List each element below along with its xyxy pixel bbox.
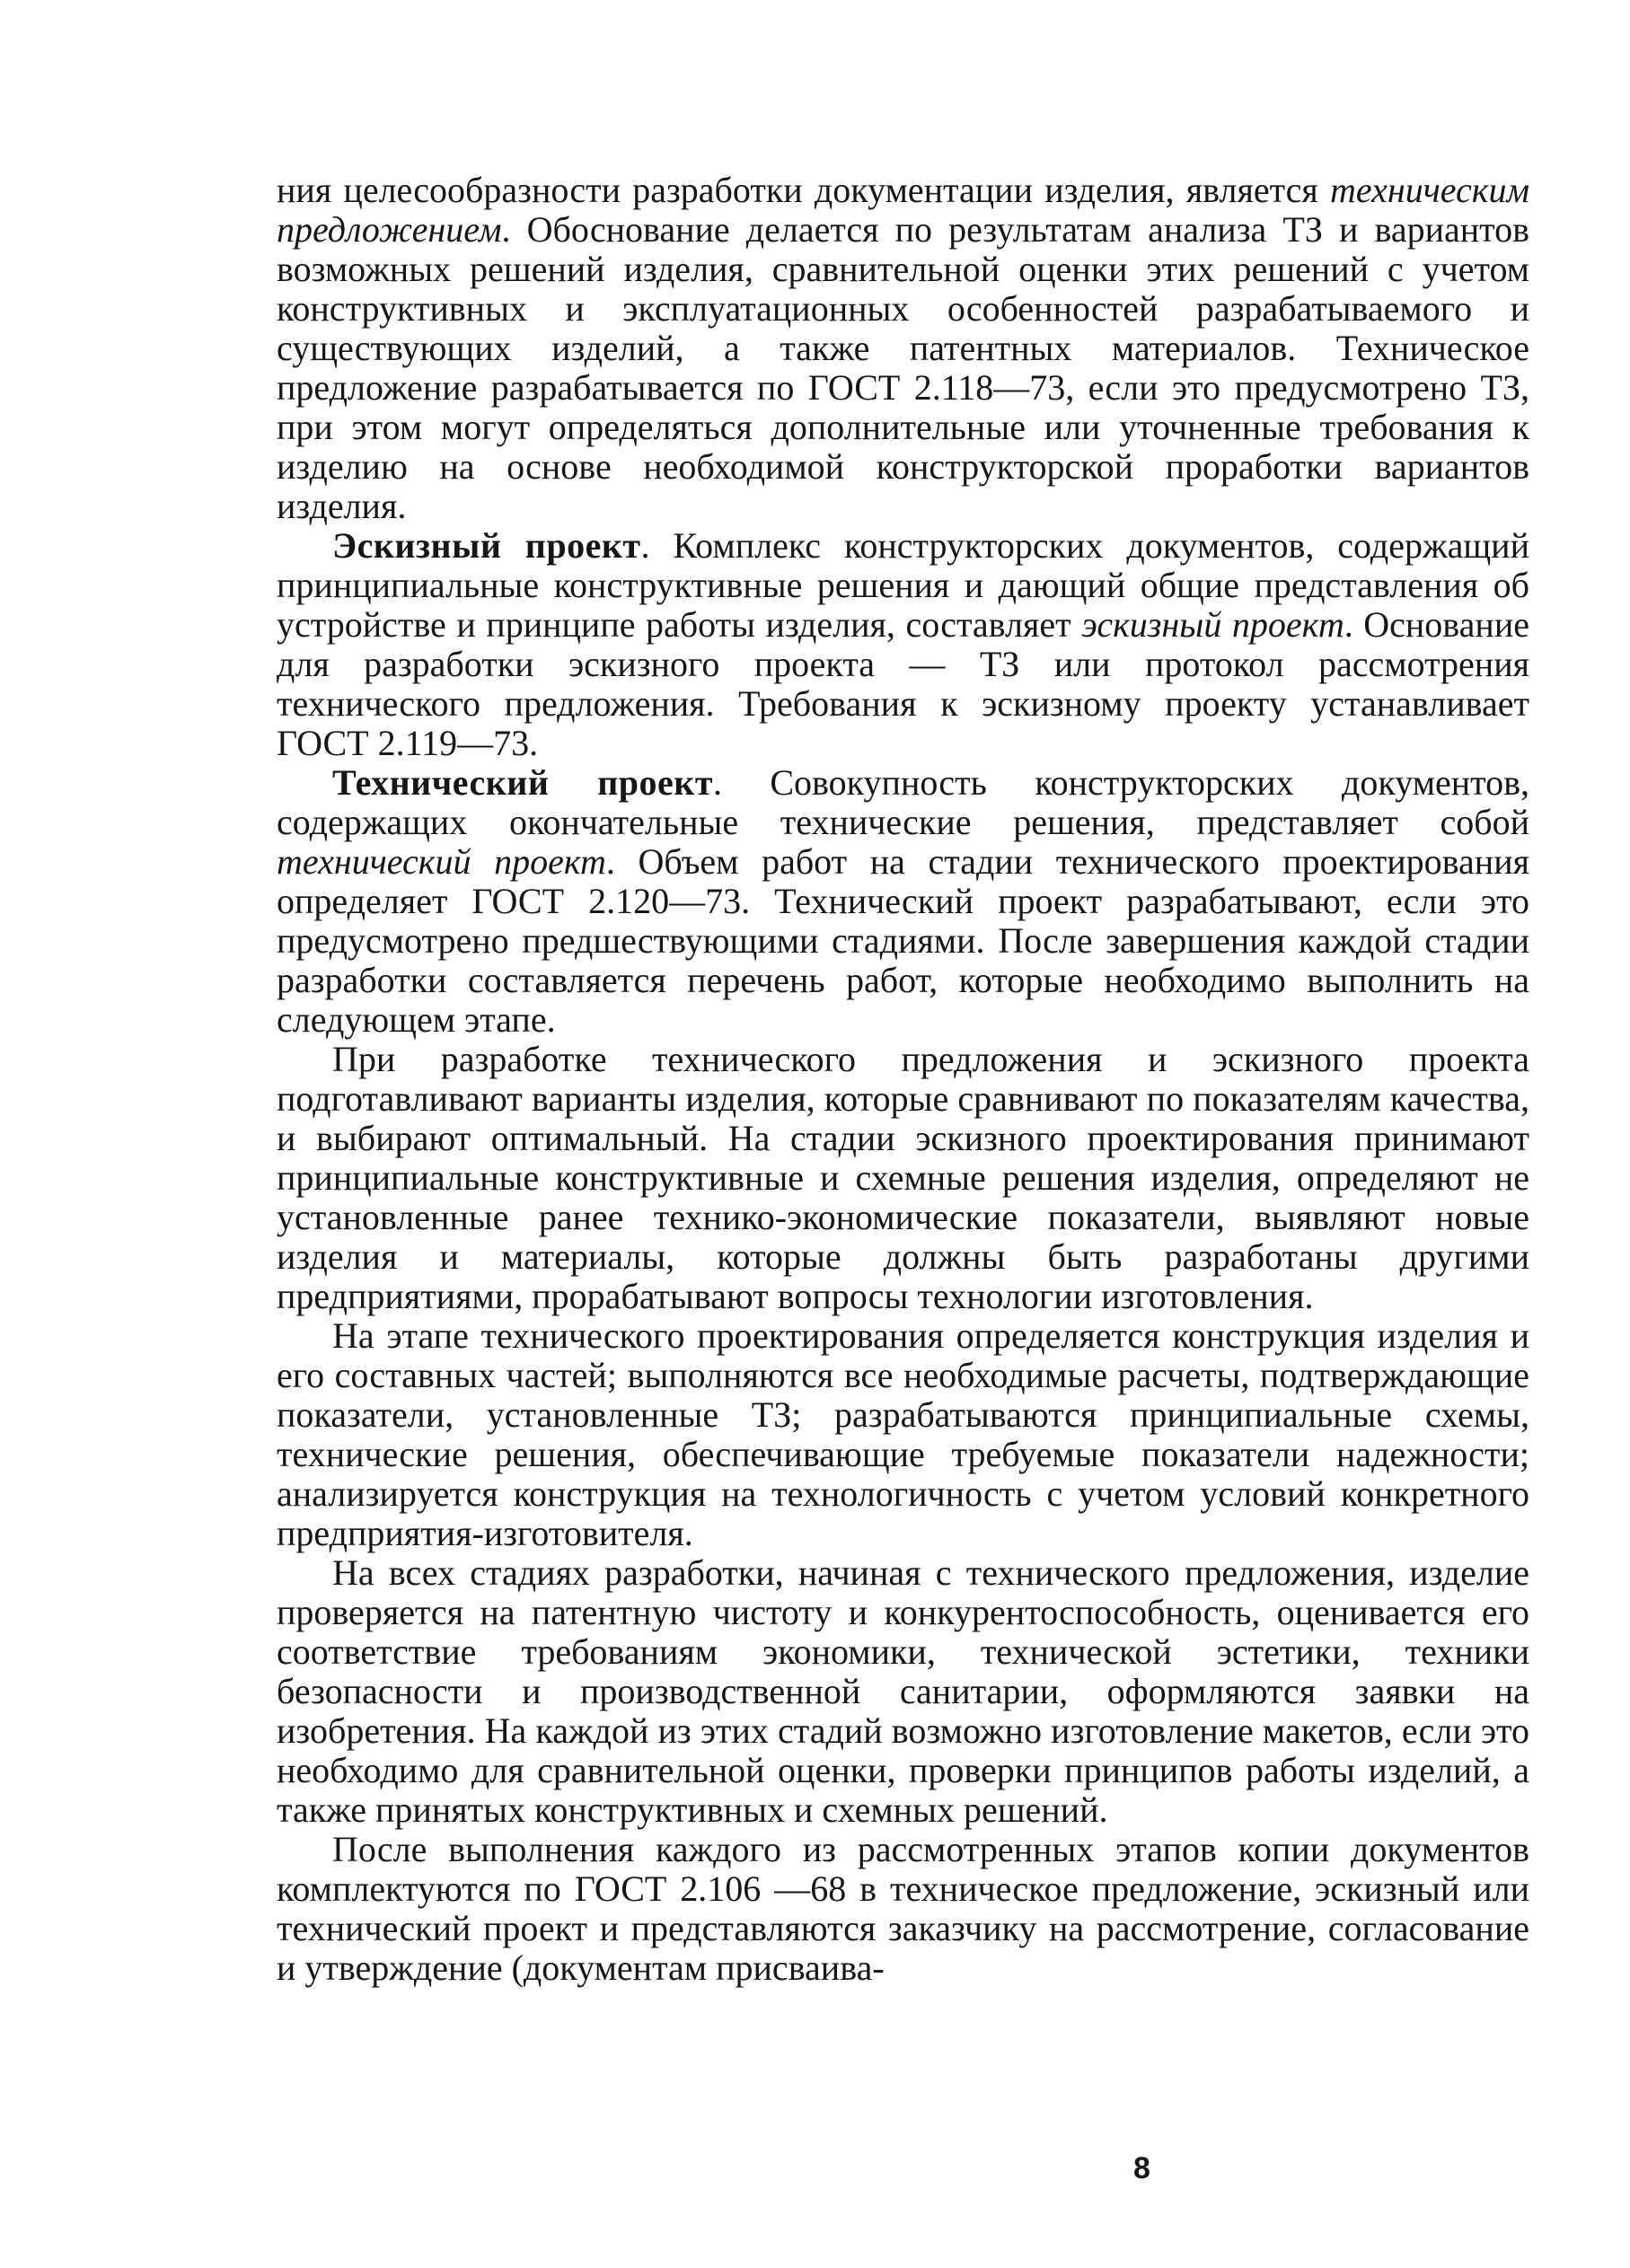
italic-term: техническим предложением [277, 170, 1529, 250]
text-segment: После выполнения каждого из рассмотренных этапов копии документов комплектуются по ГОСТ 2.106 —68 в техническое предложение, эскизный или технический проект и представляются заказчику на рассмотрение, согласование и утверждение (документам присваива- [277, 1829, 1529, 1988]
italic-term: технический проект [277, 841, 606, 882]
paragraph [277, 526, 1529, 763]
text-segment: . Комплекс конструкторских документов, содержащий принципиальные конструктивные решения и дающий общие представления об устройстве и принципе работы изделия, составляет [277, 525, 1529, 645]
paragraph [277, 1316, 1529, 1553]
text-segment: При разработке технического предложения и эскизного проекта подготавливают варианты изделия, которые сравнивают по показателям качества, и выбирают оптимальный. На стадии эскизного проектирования принимают принципиальные конструктивные и схемные решения изделия, определяют не установленные ранее технико-экономические показатели, выявляют новые изделия и материалы, которые должны быть разработаны другими предприятиями, прорабатывают вопросы технологии изготовления. [277, 1039, 1529, 1316]
italic-term: эскизный проект [1081, 604, 1344, 645]
paragraph [277, 763, 1529, 1040]
text-segment: ния целесообразности разработки документации изделия, является [277, 170, 1330, 210]
text-segment: . Основание для разработки эскизного проекта — ТЗ или протокол рассмотрения технического предложения. Требования к эскизному проекту устанавливает ГОСТ 2.119—73. [277, 604, 1529, 763]
section-term: Эскизный проект [332, 525, 641, 566]
text-segment: . Обоснование делается по результатам анализа ТЗ и вариантов возможных решений изделия, сравнительной оценки этих решений с учетом конструктивных и эксплуатационных особенностей разрабатываемого и существующих изделий, а также патентных материалов. Техническое предложение разрабатывается по ГОСТ 2.118—73, если это предусмотрено ТЗ, при этом могут определяться дополнительные или уточненные требования к изделию на основе необходимой конструкторской проработки вариантов изделия. [277, 209, 1529, 526]
page-number: 8 [1133, 2151, 1150, 2185]
text-segment: На всех стадиях разработки, начиная с технического предложения, изделие проверяется на патентную чистоту и конкурентоспособность, оценивается его соответствие требованиям экономики, технической эстетики, техники безопасности и производственной санитарии, оформляются заявки на изобретения. На каждой из этих стадий возможно изготовление макетов, если это необходимо для сравнительной оценки, проверки принципов работы изделий, а также принятых конструктивных и схемных решений. [277, 1552, 1529, 1830]
text-segment: . Совокупность конструкторских документов, содержащих окончательные технические решения, представляет собой [277, 762, 1530, 842]
section-term: Технический проект [332, 762, 714, 803]
text-segment: На этапе технического проектирования определяется конструкция изделия и его составных частей; выполняются все необходимые расчеты, подтверждающие показатели, установленные ТЗ; разрабатываются принципиальные схемы, технические решения, обеспечивающие требуемые показатели надежности; анализируется конструкция на технологичность с учетом условий конкретного предприятия-изготовителя. [277, 1315, 1529, 1553]
paragraph [277, 1553, 1529, 1830]
paragraph [277, 171, 1529, 526]
page-body [277, 171, 1529, 1988]
paragraph [277, 1830, 1529, 1988]
text-segment: . Объем работ на стадии технического проектирования определяет ГОСТ 2.120—73. Технический проект разрабатывают, если это предусмотрено предшествующими стадиями. После завершения каждой стадии разработки составляется перечень работ, которые необходимо выполнить на следующем этапе. [277, 841, 1529, 1040]
paragraph [277, 1040, 1529, 1316]
